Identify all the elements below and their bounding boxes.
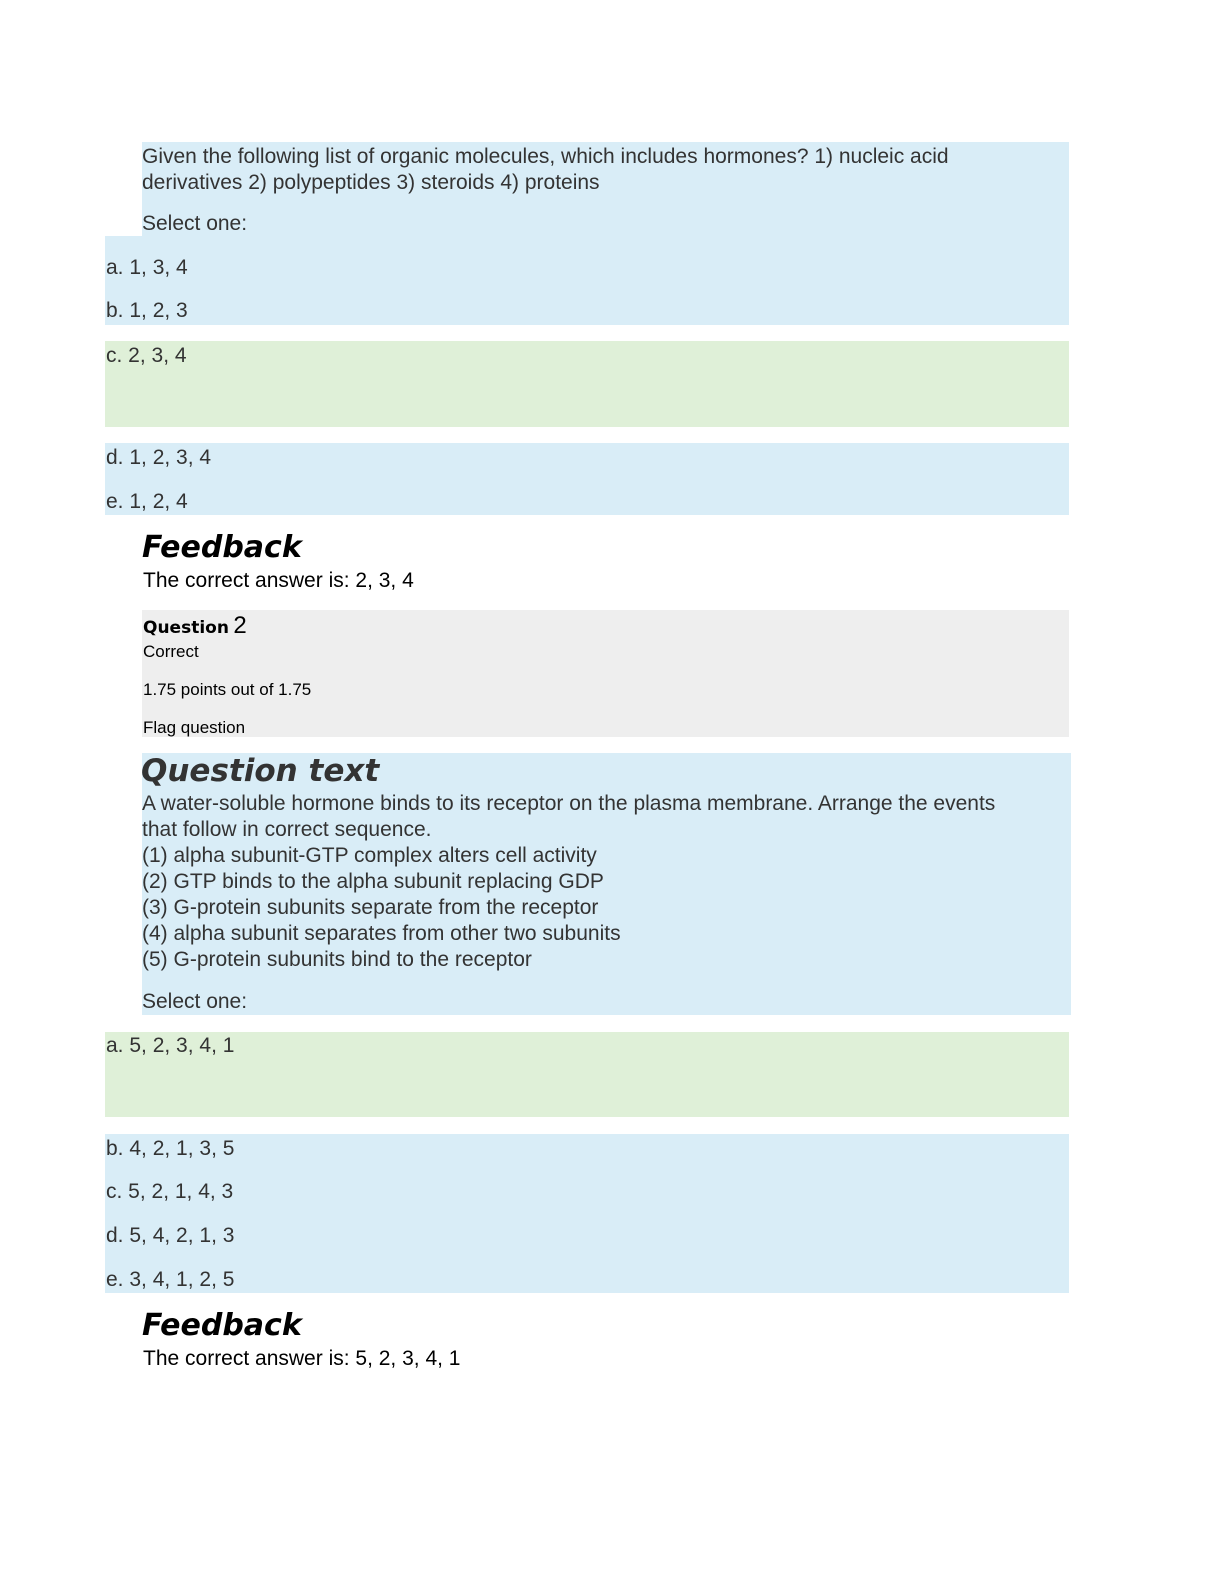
q1-option-d[interactable]	[105, 446, 1069, 470]
option-label: b. 1, 2, 3	[106, 299, 188, 322]
q1-text-line-2: derivatives 2) polypeptides 3) steroids 4) proteins	[142, 171, 600, 194]
q1-text-line-1: Given the following list of organic molecules, which includes hormones? 1) nucleic acid	[142, 145, 949, 168]
q2-option-b[interactable]	[105, 1137, 1069, 1161]
option-label: d. 1, 2, 3, 4	[106, 446, 212, 469]
q1-question-text	[142, 144, 1069, 196]
q1-option-e[interactable]	[105, 490, 1069, 514]
q2-feedback-title: Feedback	[142, 1308, 302, 1343]
option-label: c. 5, 2, 1, 4, 3	[106, 1180, 234, 1203]
q2-option-e[interactable]	[105, 1268, 1069, 1292]
q2-event-5: (5) G-protein subunits bind to the receptor	[142, 948, 532, 971]
q2-event-2: (2) GTP binds to the alpha subunit replacing GDP	[142, 870, 604, 893]
q2-number-row	[143, 612, 247, 640]
option-label: b. 4, 2, 1, 3, 5	[106, 1137, 235, 1160]
q2-flag-question-link[interactable]: Flag question	[143, 718, 246, 737]
q1-option-a[interactable]	[105, 256, 1069, 280]
option-label: e. 1, 2, 4	[106, 490, 188, 513]
option-label: a. 5, 2, 3, 4, 1	[106, 1034, 235, 1057]
q2-event-3: (3) G-protein subunits separate from the receptor	[142, 896, 599, 919]
option-label: c. 2, 3, 4	[106, 344, 187, 367]
q2-text-line-2: that follow in correct sequence.	[142, 818, 432, 841]
q2-select-prompt: Select one:	[142, 990, 248, 1013]
option-label: a. 1, 3, 4	[106, 256, 188, 279]
q2-number: 2	[233, 612, 247, 639]
q2-option-c[interactable]	[105, 1180, 1069, 1204]
q2-question-text-title: Question text	[141, 753, 380, 789]
q1-feedback-text: The correct answer is: 2, 3, 4	[143, 569, 414, 592]
q2-text-line-1: A water-soluble hormone binds to its receptor on the plasma membrane. Arrange the events	[142, 792, 996, 815]
q2-option-a-correct[interactable]	[105, 1032, 1069, 1117]
q2-label: Question	[143, 618, 229, 638]
q1-select-prompt: Select one:	[142, 212, 248, 235]
q1-option-b[interactable]	[105, 299, 1069, 323]
q2-feedback-text: The correct answer is: 5, 2, 3, 4, 1	[143, 1347, 461, 1370]
q2-question-text	[142, 791, 1072, 973]
q1-option-c-correct[interactable]	[105, 341, 1069, 427]
option-label: d. 5, 4, 2, 1, 3	[106, 1224, 235, 1247]
option-label: e. 3, 4, 1, 2, 5	[106, 1268, 235, 1291]
q1-feedback-title: Feedback	[142, 530, 302, 565]
q2-info-header	[142, 610, 1069, 737]
q2-event-4: (4) alpha subunit separates from other two subunits	[142, 922, 621, 945]
q2-event-1: (1) alpha subunit-GTP complex alters cell activity	[142, 844, 597, 867]
q2-option-d[interactable]	[105, 1224, 1069, 1248]
q2-points: 1.75 points out of 1.75	[143, 680, 312, 699]
q2-status: Correct	[143, 642, 199, 661]
